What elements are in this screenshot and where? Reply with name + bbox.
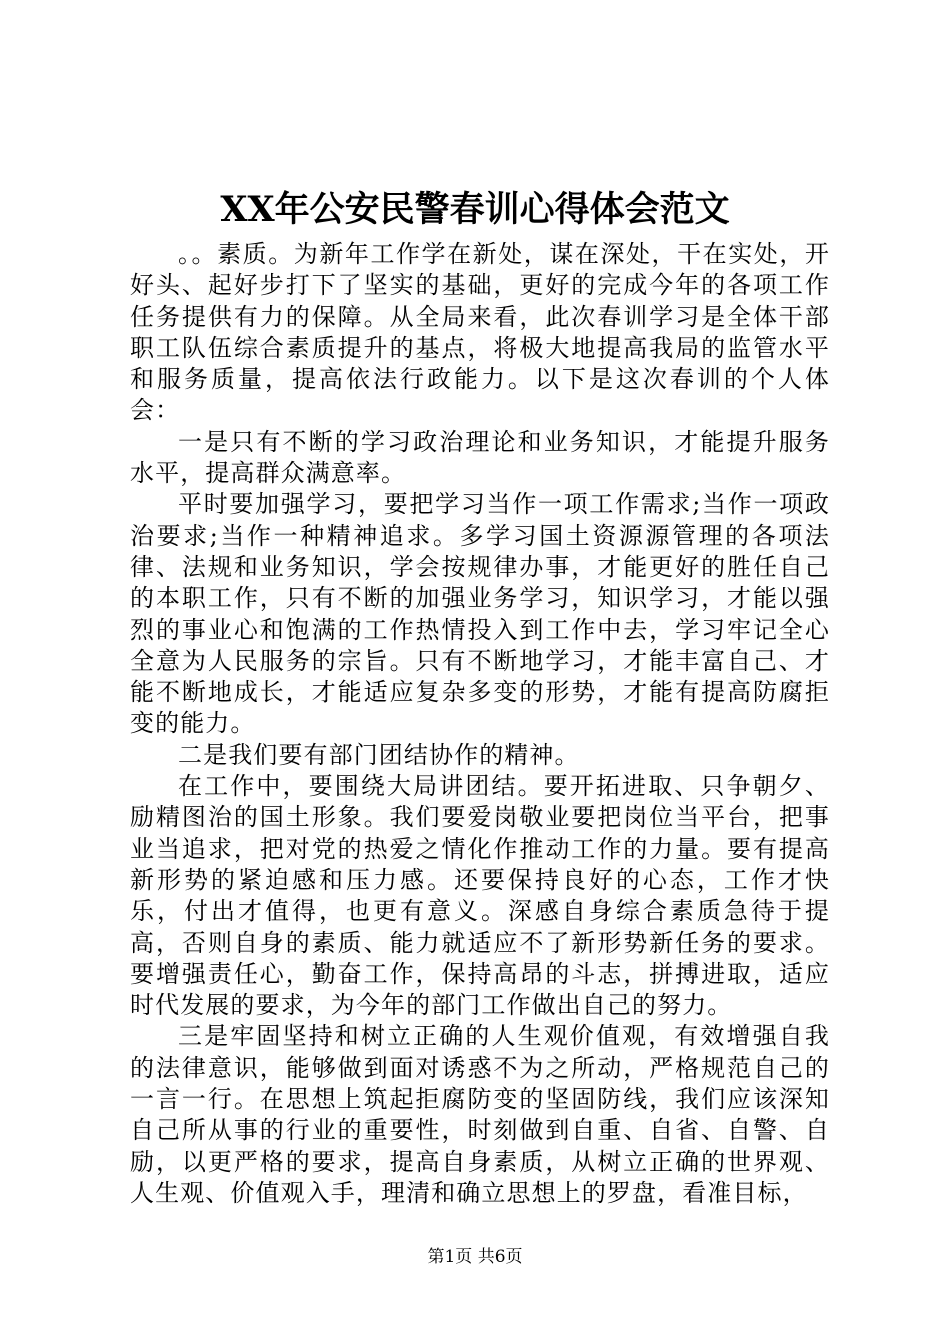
paragraph: 在工作中，要围绕大局讲团结。要开拓进取、只争朝夕、励精图治的国土形象。我们要爱岗敬业要把岗位当平台，把事业当追求，把对党的热爱之情化作推动工作的力量。要有提高新形势的紧迫感和压力感。还要保持良好的心态，工作才快乐，付出才值得，也更有意义。深感自身综合素质急待于提高，否则自身的素质、能力就适应不了新形势新任务的要求。要增强责任心，勤奋工作，保持高昂的斗志，拼搏进取，适应时代发展的要求，为今年的部门工作做出自己的努力。	[130, 772, 830, 1020]
page-number-footer: 第1页 共6页	[427, 1247, 523, 1267]
document-body	[130, 239, 830, 1209]
paragraph: 二是我们要有部门团结协作的精神。	[178, 740, 580, 769]
paragraph: 。。素质。为新年工作学在新处，谋在深处，干在实处，开好头、起好步打下了坚实的基础，更好的完成今年的各项工作任务提供有力的保障。从全局来看，此次春训学习是全体干部职工队伍综合素质提升的基点，将极大地提高我局的监管水平和服务质量，提高依法行政能力。以下是这次春训的个人体会：	[130, 240, 830, 425]
paragraph: 一是只有不断的学习政治理论和业务知识，才能提升服务水平，提高群众满意率。	[130, 427, 830, 488]
document-title: XX年公安民警春训心得体会范文	[220, 189, 730, 230]
paragraph: 平时要加强学习，要把学习当作一项工作需求;当作一项政治要求;当作一种精神追求。多学习国土资源源管理的各项法律、法规和业务知识，学会按规律办事，才能更好的胜任自己的本职工作，只有不断的加强业务学习，知识学习，才能以强烈的事业心和饱满的工作热情投入到工作中去，学习牢记全心全意为人民服务的宗旨。只有不断地学习，才能丰富自己、才能不断地成长，才能适应复杂多变的形势，才能有提高防腐拒变的能力。	[130, 490, 830, 738]
paragraph: 三是牢固坚持和树立正确的人生观价值观，有效增强自我的法律意识，能够做到面对诱惑不为之所动，严格规范自己的一言一行。在思想上筑起拒腐防变的坚固防线，我们应该深知自己所从事的行业的重要性，时刻做到自重、自省、自警、自励，以更严格的要求，提高自身素质，从树立正确的世界观、人生观、价值观入手，理清和确立思想上的罗盘，看准目标，	[130, 1022, 830, 1207]
